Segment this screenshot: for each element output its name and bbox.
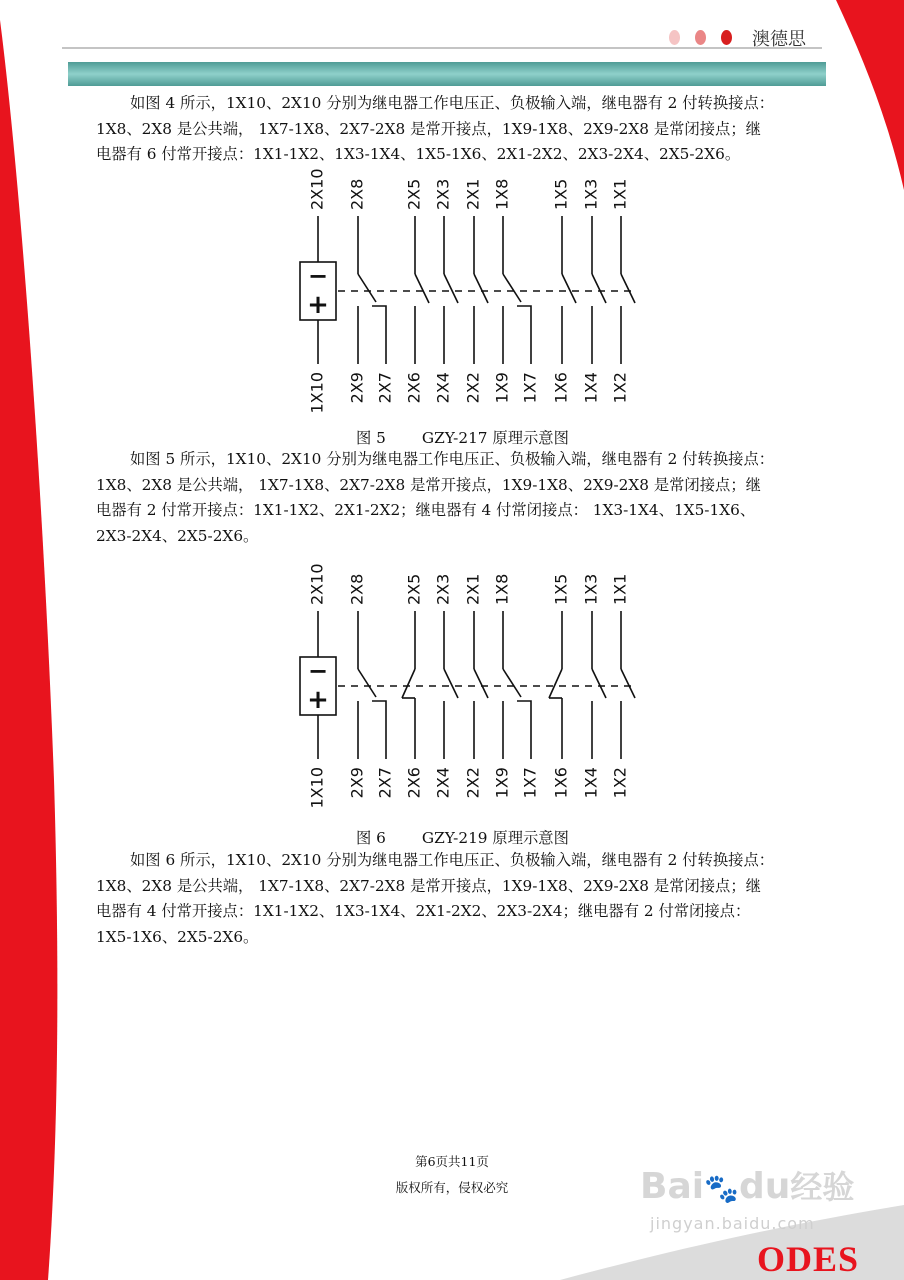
contact-no-blade [444,669,458,698]
contact-top-label: 2X3 [433,178,453,210]
watermark-logo: Bai [640,1166,705,1207]
contact-no-blade [444,274,458,303]
contact-bottom-label: 2X9 [347,767,367,799]
header-brand: 澳德思 [752,29,806,50]
contact-blade [358,274,376,302]
contact-top-label: 1X1 [610,573,630,605]
contact-top-label: 1X5 [551,178,571,210]
contact-top-label: 2X1 [463,178,483,210]
contact-top-label: 2X5 [404,178,424,210]
contact-bottom-label: 1X6 [551,372,571,404]
header-dot-1 [669,30,680,45]
contact-bottom-label: 2X4 [433,372,453,404]
contact-top-label: 1X3 [581,178,601,210]
contact-no-blade [415,274,429,303]
contact-bottom-label: 2X7 [375,372,395,404]
contact-bottom-label: 1X2 [610,372,630,404]
coil-minus-sign: − [307,657,329,685]
contact-no-blade [592,274,606,303]
contact-bottom-label: 1X4 [581,767,601,799]
contact-no-blade [621,274,635,303]
paragraph-figure4 [96,91,848,168]
watermark-logo-du: du [738,1166,791,1207]
relay-diagram-gzy219 [298,560,650,812]
header-dot-2 [695,30,706,45]
figure-caption-5 [356,426,569,448]
paw-icon: 🐾 [704,1172,739,1205]
contact-bottom-label: 2X6 [404,372,424,404]
paragraph-line: 1X8、2X8 是公共端， 1X7-1X8、2X7-2X8 是常开接点，1X9-1X8、2X9-2X8 是常闭接点；继 [96,475,761,494]
contact-bottom-label: 1X7 [520,372,540,404]
contact-blade [503,669,521,697]
contact-blade [358,669,376,697]
contact-bottom-label: 1X9 [492,372,512,404]
paragraph-figure5 [96,447,848,549]
header-bar [68,62,826,86]
contact-top-label: 1X8 [492,573,512,605]
paragraph-line: 如图 5 所示，1X10、2X10 分别为继电器工作电压正、负极输入端，继电器有 2 付转换接点： [130,450,775,468]
contact-top-label: 1X3 [581,573,601,605]
odes-logo: ODES [757,1239,860,1279]
paragraph-line: 电器有 2 付常开接点：1X1-1X2、2X1-2X2；继电器有 4 付常闭接点： 1X3-1X4、1X5-1X6、 [96,501,756,520]
contact-bottom-label: 2X2 [463,767,483,799]
contact-nc-blade [402,669,415,698]
coil-bottom-label: 1X10 [307,372,327,414]
page-number: 第6页共11页 [415,1154,489,1169]
contact-bottom-label: 2X7 [375,767,395,799]
coil-minus-sign: − [307,262,329,290]
paragraph-line: 2X3-2X4、2X5-2X6。 [96,526,259,545]
paragraph-line: 1X5-1X6、2X5-2X6。 [96,927,259,946]
header-dot-3 [721,30,732,45]
watermark-url: jingyan.baidu.com [650,1214,815,1233]
contact-bottom-label: 2X6 [404,767,424,799]
watermark-cn: 经验 [790,1168,855,1206]
contact-blade [503,274,521,302]
caption-number: 图 6 [356,829,386,847]
contact-top-label: 2X5 [404,573,424,605]
contact-bottom-label: 1X9 [492,767,512,799]
contact-bottom-label: 2X4 [433,767,453,799]
contact-bottom-label: 1X4 [581,372,601,404]
contact-bottom-label: 2X2 [463,372,483,404]
contact-top-label: 2X1 [463,573,483,605]
coil-plus-sign: + [307,685,329,715]
paragraph-line: 如图 6 所示，1X10、2X10 分别为继电器工作电压正、负极输入端，继电器有 2 付转换接点： [130,851,775,869]
paragraph-figure6 [96,848,848,950]
contact-top-label: 2X8 [347,573,367,605]
paragraph-line: 如图 4 所示，1X10、2X10 分别为继电器工作电压正、负极输入端，继电器有 2 付转换接点： [130,94,775,112]
contact-no-wire [372,306,386,364]
contact-bottom-label: 1X6 [551,767,571,799]
contact-bottom-label: 1X2 [610,767,630,799]
paragraph-line: 1X8、2X8 是公共端， 1X7-1X8、2X7-2X8 是常开接点，1X9-1X8、2X9-2X8 是常闭接点；继 [96,876,761,895]
coil-top-label: 2X10 [307,168,327,210]
contact-bottom-label: 2X9 [347,372,367,404]
contact-top-label: 1X8 [492,178,512,210]
copyright-notice: 版权所有，侵权必究 [395,1180,509,1195]
figure-caption-6 [356,826,569,848]
contact-top-label: 1X1 [610,178,630,210]
contact-no-wire [517,701,531,759]
caption-title: GZY-219 原理示意图 [421,829,569,847]
contact-no-wire [372,701,386,759]
contact-no-blade [474,669,488,698]
contact-top-label: 2X8 [347,178,367,210]
contact-no-blade [621,669,635,698]
contact-no-blade [474,274,488,303]
relay-diagram-gzy217 [298,166,650,416]
coil-plus-sign: + [307,290,329,320]
coil-bottom-label: 1X10 [307,767,327,809]
contact-no-blade [592,669,606,698]
contact-no-wire [517,306,531,364]
contact-bottom-label: 1X7 [520,767,540,799]
paragraph-line: 电器有 6 付常开接点：1X1-1X2、1X3-1X4、1X5-1X6、2X1-2X2、2X3-2X4、2X5-2X6。 [96,145,741,164]
paragraph-line: 电器有 4 付常开接点：1X1-1X2、1X3-1X4、2X1-2X2、2X3-2X4；继电器有 2 付常闭接点： [96,902,751,921]
coil-top-label: 2X10 [307,563,327,605]
caption-number: 图 5 [356,429,386,447]
baidu-watermark [640,1162,854,1208]
caption-title: GZY-217 原理示意图 [421,429,569,447]
contact-top-label: 1X5 [551,573,571,605]
contact-nc-blade [549,669,562,698]
paragraph-line: 1X8、2X8 是公共端， 1X7-1X8、2X7-2X8 是常开接点，1X9-1X8、2X9-2X8 是常闭接点；继 [96,119,761,138]
left-red-swoosh [0,20,57,1280]
contact-no-blade [562,274,576,303]
contact-top-label: 2X3 [433,573,453,605]
